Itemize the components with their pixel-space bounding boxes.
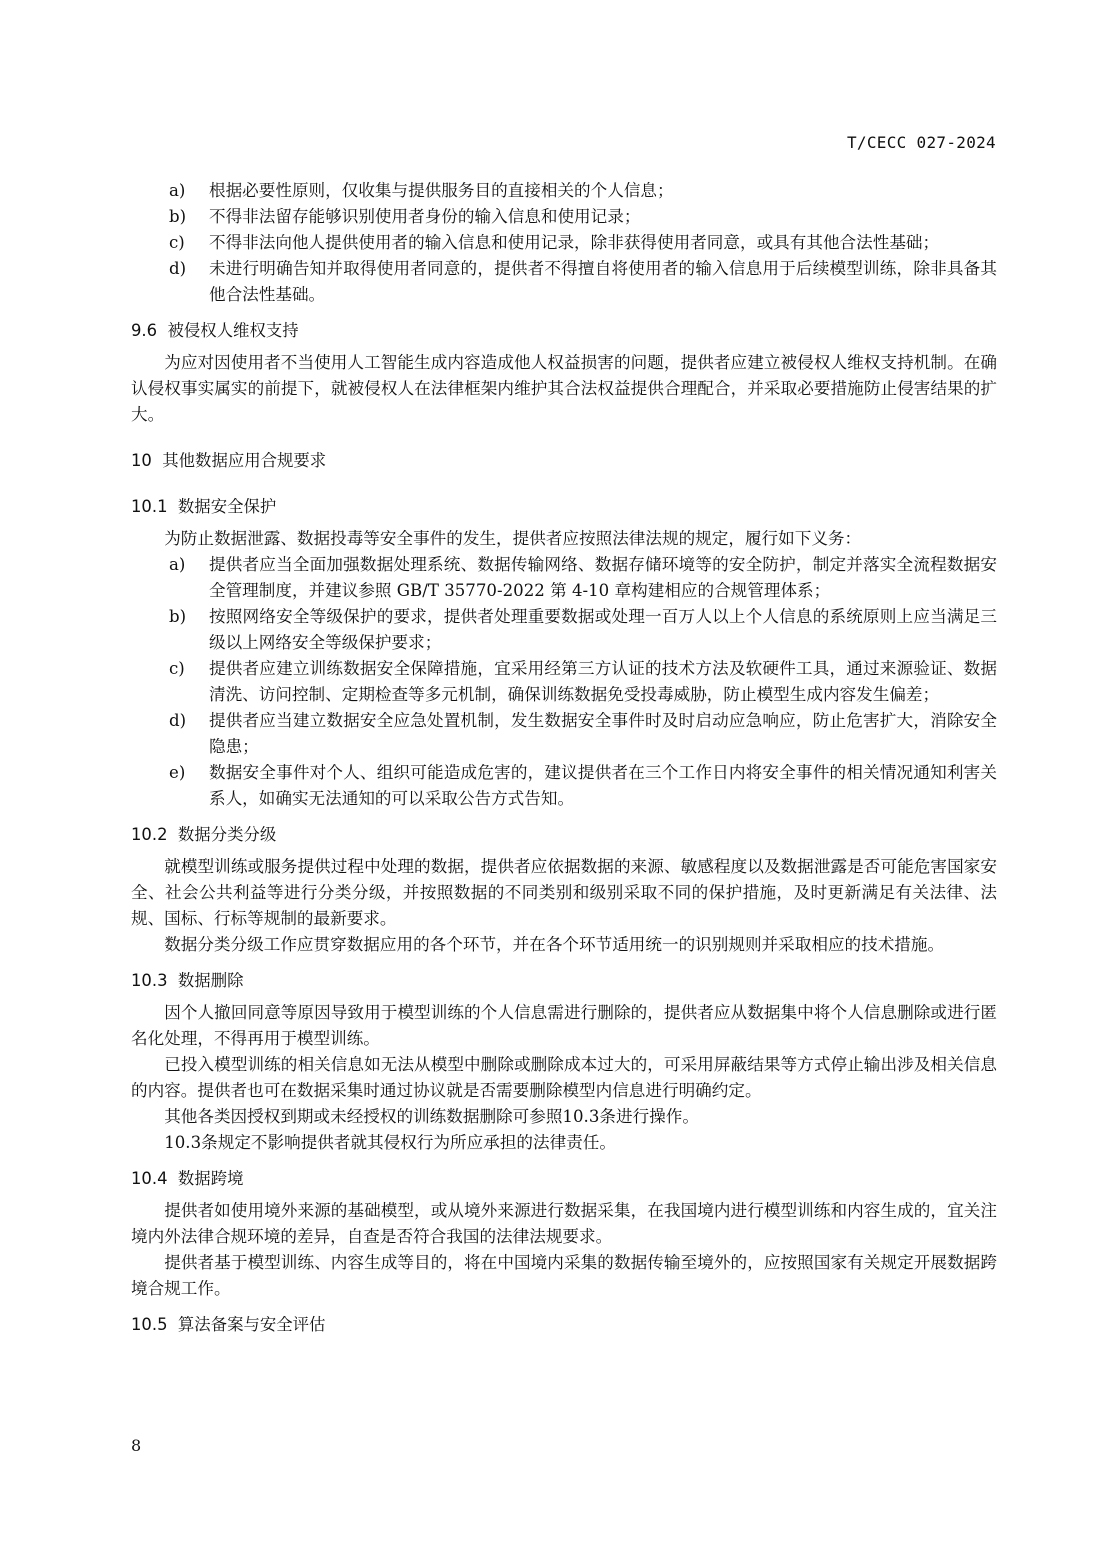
list-item-text: 不得非法留存能够识别使用者身份的输入信息和使用记录；: [209, 207, 641, 226]
section-heading-10-3: 10.3 数据删除: [131, 971, 244, 990]
paragraph: 因个人撤回同意等原因导致用于模型训练的个人信息需进行删除的，提供者应从数据集中将个人信息删除或进行匿名化处理，不得再用于模型训练。: [131, 1003, 997, 1048]
list-item-text: 数据安全事件对个人、组织可能造成危害的，建议提供者在三个工作日内将安全事件的相关情况通知利害关系人，如确实无法通知的可以采取公告方式告知。: [209, 763, 997, 808]
list-marker: d): [169, 259, 187, 278]
list-marker: a): [169, 555, 186, 574]
section-heading-10-1: 10.1 数据安全保护: [131, 497, 277, 516]
page-number: 8: [131, 1436, 142, 1455]
list-item-text: 按照网络安全等级保护的要求，提供者处理重要数据或处理一百万人以上个人信息的系统原则上应当满足三级以上网络安全等级保护要求；: [209, 607, 997, 652]
chapter-heading-10: 10 其他数据应用合规要求: [131, 451, 327, 470]
list-item-text: 不得非法向他人提供使用者的输入信息和使用记录，除非获得使用者同意，或具有其他合法性基础；: [209, 233, 940, 252]
list-marker: c): [169, 659, 185, 678]
list-item-text: 提供者应当全面加强数据处理系统、数据传输网络、数据存储环境等的安全防护，制定并落实全流程数据安全管理制度，并建议参照 GB/T 35770-2022 第 4-10 章构建相应的合规管理体系；: [209, 555, 997, 600]
list-marker: d): [169, 711, 187, 730]
list-marker: e): [169, 763, 186, 782]
section-heading-9-6: 9.6 被侵权人维权支持: [131, 321, 299, 340]
list-item: [131, 760, 997, 812]
list-item: [131, 204, 997, 230]
list-item-text: 根据必要性原则，仅收集与提供服务目的直接相关的个人信息；: [209, 181, 674, 200]
list-personal-info: [131, 178, 997, 308]
list-marker: c): [169, 233, 185, 252]
list-marker: b): [169, 607, 187, 626]
document-code: T/CECC 027-2024: [847, 133, 996, 152]
list-data-security: [131, 552, 997, 812]
list-item: [131, 230, 997, 256]
paragraph: 就模型训练或服务提供过程中处理的数据，提供者应依据数据的来源、敏感程度以及数据泄露是否可能危害国家安全、社会公共利益等进行分类分级，并按照数据的不同类别和级别采取不同的保护措施，及时更新满足有关法律、法规、国标、行标等规制的最新要求。: [131, 857, 997, 928]
list-marker: a): [169, 181, 186, 200]
paragraph: 为应对因使用者不当使用人工智能生成内容造成他人权益损害的问题，提供者应建立被侵权人维权支持机制。在确认侵权事实属实的前提下，就被侵权人在法律框架内维护其合法权益提供合理配合，并采取必要措施防止侵害结果的扩大。: [131, 353, 997, 424]
paragraph: 10.3条规定不影响提供者就其侵权行为所应承担的法律责任。: [164, 1133, 616, 1152]
list-item: [131, 604, 997, 656]
paragraph: 提供者如使用境外来源的基础模型，或从境外来源进行数据采集，在我国境内进行模型训练和内容生成的，宜关注境内外法律合规环境的差异，自查是否符合我国的法律法规要求。: [131, 1201, 997, 1246]
list-item: [131, 656, 997, 708]
section-heading-10-4: 10.4 数据跨境: [131, 1169, 244, 1188]
list-marker: b): [169, 207, 187, 226]
section-heading-10-2: 10.2 数据分类分级: [131, 825, 277, 844]
paragraph: 提供者基于模型训练、内容生成等目的，将在中国境内采集的数据传输至境外的，应按照国家有关规定开展数据跨境合规工作。: [131, 1253, 997, 1298]
list-item-text: 提供者应建立训练数据安全保障措施，宜采用经第三方认证的技术方法及软硬件工具，通过来源验证、数据清洗、访问控制、定期检查等多元机制，确保训练数据免受投毒威胁，防止模型生成内容发生偏差；: [209, 659, 997, 704]
list-item-text: 未进行明确告知并取得使用者同意的，提供者不得擅自将使用者的输入信息用于后续模型训练，除非具备其他合法性基础。: [209, 259, 997, 304]
list-item: [131, 178, 997, 204]
page-content: [131, 178, 997, 1338]
list-item: [131, 708, 997, 760]
paragraph: 其他各类因授权到期或未经授权的训练数据删除可参照10.3条进行操作。: [164, 1107, 699, 1126]
list-item-text: 提供者应当建立数据安全应急处置机制，发生数据安全事件时及时启动应急响应，防止危害扩大，消除安全隐患；: [209, 711, 997, 756]
list-item: [131, 256, 997, 308]
list-item: [131, 552, 997, 604]
section-heading-10-5: 10.5 算法备案与安全评估: [131, 1315, 326, 1334]
paragraph: 已投入模型训练的相关信息如无法从模型中删除或删除成本过大的，可采用屏蔽结果等方式停止输出涉及相关信息的内容。提供者也可在数据采集时通过协议就是否需要删除模型内信息进行明确约定。: [131, 1055, 997, 1100]
paragraph: 数据分类分级工作应贯穿数据应用的各个环节，并在各个环节适用统一的识别规则并采取相应的技术措施。: [164, 935, 945, 954]
paragraph: 为防止数据泄露、数据投毒等安全事件的发生，提供者应按照法律法规的规定，履行如下义务：: [164, 529, 862, 548]
